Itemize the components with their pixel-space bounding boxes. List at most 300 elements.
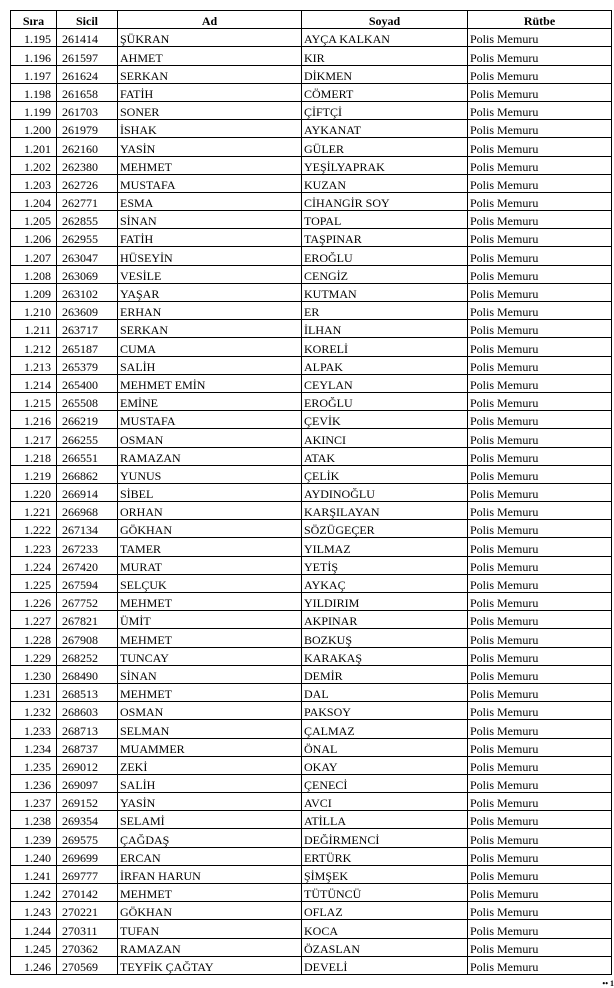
cell-sicil: 262160 <box>57 138 118 156</box>
table-row <box>11 647 612 665</box>
cell-sicil: 263609 <box>57 302 118 320</box>
cell-ad: GÖKHAN <box>118 902 302 920</box>
cell-sicil: 261979 <box>57 120 118 138</box>
cell-ad: SELÇUK <box>118 574 302 592</box>
cell-soyad: KUTMAN <box>302 283 468 301</box>
cell-ad: YUNUS <box>118 465 302 483</box>
cell-sicil: 262955 <box>57 229 118 247</box>
cell-sicil: 267233 <box>57 538 118 556</box>
cell-sira: 1.239 <box>11 829 57 847</box>
cell-soyad: KOCA <box>302 920 468 938</box>
cell-sira: 1.221 <box>11 502 57 520</box>
cell-sira: 1.212 <box>11 338 57 356</box>
table-row <box>11 520 612 538</box>
cell-soyad: AKPINAR <box>302 611 468 629</box>
cell-rutbe: Polis Memuru <box>468 884 612 902</box>
cell-soyad: ATAK <box>302 447 468 465</box>
cell-sicil: 265508 <box>57 392 118 410</box>
cell-soyad: CİHANGİR SOY <box>302 192 468 210</box>
header-rutbe: Rütbe <box>468 11 612 29</box>
cell-ad: YASİN <box>118 793 302 811</box>
cell-sicil: 262771 <box>57 192 118 210</box>
cell-sira: 1.227 <box>11 611 57 629</box>
table-row <box>11 902 612 920</box>
cell-soyad: SÖZÜGEÇER <box>302 520 468 538</box>
table-row <box>11 956 612 974</box>
cell-rutbe: Polis Memuru <box>468 702 612 720</box>
cell-sira: 1.243 <box>11 902 57 920</box>
cell-rutbe: Polis Memuru <box>468 65 612 83</box>
cell-sira: 1.241 <box>11 865 57 883</box>
cell-ad: ERHAN <box>118 302 302 320</box>
cell-sira: 1.210 <box>11 302 57 320</box>
cell-sira: 1.223 <box>11 538 57 556</box>
cell-rutbe: Polis Memuru <box>468 902 612 920</box>
cell-sicil: 270311 <box>57 920 118 938</box>
cell-rutbe: Polis Memuru <box>468 574 612 592</box>
cell-sicil: 267594 <box>57 574 118 592</box>
cell-sira: 1.202 <box>11 156 57 174</box>
cell-soyad: DEĞİRMENCİ <box>302 829 468 847</box>
cell-sira: 1.244 <box>11 920 57 938</box>
table-row <box>11 211 612 229</box>
table-row <box>11 411 612 429</box>
cell-ad: TEYFİK ÇAĞTAY <box>118 956 302 974</box>
cell-ad: OSMAN <box>118 429 302 447</box>
table-row <box>11 629 612 647</box>
cell-ad: ÜMİT <box>118 611 302 629</box>
cell-ad: ŞÜKRAN <box>118 29 302 47</box>
cell-soyad: AYÇA KALKAN <box>302 29 468 47</box>
cell-sira: 1.204 <box>11 192 57 210</box>
table-row <box>11 29 612 47</box>
cell-sira: 1.228 <box>11 629 57 647</box>
table-row <box>11 756 612 774</box>
cell-sicil: 268713 <box>57 720 118 738</box>
cell-rutbe: Polis Memuru <box>468 174 612 192</box>
table-row <box>11 502 612 520</box>
cell-rutbe: Polis Memuru <box>468 338 612 356</box>
cell-ad: SELAMİ <box>118 811 302 829</box>
cell-soyad: YETİŞ <box>302 556 468 574</box>
table-row <box>11 665 612 683</box>
cell-sira: 1.196 <box>11 47 57 65</box>
table-row <box>11 265 612 283</box>
cell-sicil: 268737 <box>57 738 118 756</box>
cell-rutbe: Polis Memuru <box>468 520 612 538</box>
cell-rutbe: Polis Memuru <box>468 811 612 829</box>
cell-sicil: 268603 <box>57 702 118 720</box>
table-row <box>11 356 612 374</box>
cell-sicil: 265379 <box>57 356 118 374</box>
cell-sira: 1.222 <box>11 520 57 538</box>
cell-sira: 1.216 <box>11 411 57 429</box>
cell-sira: 1.209 <box>11 283 57 301</box>
cell-soyad: EROĞLU <box>302 392 468 410</box>
cell-sicil: 267821 <box>57 611 118 629</box>
cell-sicil: 266914 <box>57 483 118 501</box>
cell-rutbe: Polis Memuru <box>468 83 612 101</box>
cell-rutbe: Polis Memuru <box>468 120 612 138</box>
cell-ad: SELMAN <box>118 720 302 738</box>
table-row <box>11 865 612 883</box>
cell-sira: 1.232 <box>11 702 57 720</box>
cell-sicil: 261703 <box>57 101 118 119</box>
cell-rutbe: Polis Memuru <box>468 629 612 647</box>
cell-sira: 1.211 <box>11 320 57 338</box>
cell-soyad: ER <box>302 302 468 320</box>
table-body <box>11 29 612 975</box>
cell-sira: 1.245 <box>11 938 57 956</box>
table-row <box>11 593 612 611</box>
cell-sicil: 269575 <box>57 829 118 847</box>
table-row <box>11 738 612 756</box>
cell-rutbe: Polis Memuru <box>468 29 612 47</box>
cell-rutbe: Polis Memuru <box>468 447 612 465</box>
cell-sicil: 266219 <box>57 411 118 429</box>
cell-soyad: DEVELİ <box>302 956 468 974</box>
cell-ad: FATİH <box>118 83 302 101</box>
cell-rutbe: Polis Memuru <box>468 247 612 265</box>
cell-rutbe: Polis Memuru <box>468 938 612 956</box>
cell-ad: OSMAN <box>118 702 302 720</box>
cell-soyad: AYKAÇ <box>302 574 468 592</box>
table-row <box>11 538 612 556</box>
cell-soyad: YILMAZ <box>302 538 468 556</box>
cell-rutbe: Polis Memuru <box>468 665 612 683</box>
cell-soyad: DEMİR <box>302 665 468 683</box>
table-row <box>11 120 612 138</box>
cell-sira: 1.201 <box>11 138 57 156</box>
cell-ad: MEHMET <box>118 683 302 701</box>
cell-sicil: 261597 <box>57 47 118 65</box>
cell-sira: 1.206 <box>11 229 57 247</box>
cell-ad: YASİN <box>118 138 302 156</box>
table-row <box>11 774 612 792</box>
cell-sicil: 267134 <box>57 520 118 538</box>
cell-rutbe: Polis Memuru <box>468 265 612 283</box>
cell-ad: İSHAK <box>118 120 302 138</box>
cell-sicil: 268490 <box>57 665 118 683</box>
cell-sira: 1.218 <box>11 447 57 465</box>
cell-sira: 1.203 <box>11 174 57 192</box>
cell-sira: 1.237 <box>11 793 57 811</box>
cell-ad: FATİH <box>118 229 302 247</box>
cell-sira: 1.208 <box>11 265 57 283</box>
table-row <box>11 702 612 720</box>
cell-sicil: 269012 <box>57 756 118 774</box>
cell-soyad: OKAY <box>302 756 468 774</box>
cell-sicil: 270142 <box>57 884 118 902</box>
cell-soyad: ATİLLA <box>302 811 468 829</box>
header-sira: Sıra <box>11 11 57 29</box>
table-row <box>11 884 612 902</box>
cell-soyad: EROĞLU <box>302 247 468 265</box>
cell-sira: 1.238 <box>11 811 57 829</box>
cell-rutbe: Polis Memuru <box>468 865 612 883</box>
cell-soyad: OFLAZ <box>302 902 468 920</box>
table-row <box>11 192 612 210</box>
cell-rutbe: Polis Memuru <box>468 302 612 320</box>
cell-soyad: KUZAN <box>302 174 468 192</box>
table-row <box>11 483 612 501</box>
cell-ad: MUAMMER <box>118 738 302 756</box>
cell-sicil: 263102 <box>57 283 118 301</box>
cell-soyad: AYKANAT <box>302 120 468 138</box>
cell-sicil: 261624 <box>57 65 118 83</box>
table-row <box>11 720 612 738</box>
cell-sicil: 261658 <box>57 83 118 101</box>
cell-sicil: 269699 <box>57 847 118 865</box>
cell-ad: MEHMET <box>118 593 302 611</box>
cell-soyad: ŞİMŞEK <box>302 865 468 883</box>
cell-rutbe: Polis Memuru <box>468 192 612 210</box>
cell-sira: 1.213 <box>11 356 57 374</box>
cell-soyad: DİKMEN <box>302 65 468 83</box>
cell-ad: MEHMET <box>118 156 302 174</box>
cell-soyad: KIR <box>302 47 468 65</box>
cell-soyad: TAŞPINAR <box>302 229 468 247</box>
cell-rutbe: Polis Memuru <box>468 720 612 738</box>
cell-ad: MUSTAFA <box>118 411 302 429</box>
cell-sira: 1.224 <box>11 556 57 574</box>
table-row <box>11 83 612 101</box>
cell-sicil: 263047 <box>57 247 118 265</box>
cell-rutbe: Polis Memuru <box>468 229 612 247</box>
cell-soyad: ÖNAL <box>302 738 468 756</box>
cell-rutbe: Polis Memuru <box>468 647 612 665</box>
cell-soyad: KORELİ <box>302 338 468 356</box>
cell-rutbe: Polis Memuru <box>468 683 612 701</box>
cell-rutbe: Polis Memuru <box>468 829 612 847</box>
cell-ad: TAMER <box>118 538 302 556</box>
cell-ad: RAMAZAN <box>118 447 302 465</box>
cell-rutbe: Polis Memuru <box>468 593 612 611</box>
cell-soyad: AVCI <box>302 793 468 811</box>
cell-sira: 1.233 <box>11 720 57 738</box>
cell-soyad: CENGİZ <box>302 265 468 283</box>
cell-soyad: YILDIRIM <box>302 593 468 611</box>
cell-sira: 1.205 <box>11 211 57 229</box>
cell-sira: 1.225 <box>11 574 57 592</box>
cell-sira: 1.199 <box>11 101 57 119</box>
cell-sicil: 267752 <box>57 593 118 611</box>
cell-rutbe: Polis Memuru <box>468 374 612 392</box>
cell-sicil: 263717 <box>57 320 118 338</box>
cell-ad: HÜSEYİN <box>118 247 302 265</box>
cell-rutbe: Polis Memuru <box>468 611 612 629</box>
page-number-mark: •• 1 <box>602 979 614 988</box>
cell-ad: SİNAN <box>118 665 302 683</box>
table-row <box>11 338 612 356</box>
table-row <box>11 793 612 811</box>
cell-rutbe: Polis Memuru <box>468 47 612 65</box>
table-row <box>11 465 612 483</box>
cell-soyad: PAKSOY <box>302 702 468 720</box>
table-row <box>11 320 612 338</box>
table-row <box>11 829 612 847</box>
cell-ad: SONER <box>118 101 302 119</box>
cell-ad: SALİH <box>118 356 302 374</box>
cell-rutbe: Polis Memuru <box>468 392 612 410</box>
table-row <box>11 429 612 447</box>
cell-soyad: ÇENECİ <box>302 774 468 792</box>
cell-rutbe: Polis Memuru <box>468 411 612 429</box>
cell-ad: MUSTAFA <box>118 174 302 192</box>
cell-ad: TUNCAY <box>118 647 302 665</box>
cell-sicil: 266968 <box>57 502 118 520</box>
table-row <box>11 574 612 592</box>
cell-soyad: AKINCI <box>302 429 468 447</box>
cell-soyad: ÖZASLAN <box>302 938 468 956</box>
cell-soyad: ALPAK <box>302 356 468 374</box>
cell-rutbe: Polis Memuru <box>468 211 612 229</box>
cell-sicil: 262855 <box>57 211 118 229</box>
cell-sicil: 269777 <box>57 865 118 883</box>
cell-sira: 1.214 <box>11 374 57 392</box>
cell-sicil: 267908 <box>57 629 118 647</box>
cell-sira: 1.200 <box>11 120 57 138</box>
cell-sira: 1.230 <box>11 665 57 683</box>
cell-ad: YAŞAR <box>118 283 302 301</box>
cell-rutbe: Polis Memuru <box>468 483 612 501</box>
cell-soyad: BOZKUŞ <box>302 629 468 647</box>
cell-sicil: 266862 <box>57 465 118 483</box>
table-row <box>11 138 612 156</box>
cell-sicil: 269354 <box>57 811 118 829</box>
cell-sicil: 265400 <box>57 374 118 392</box>
cell-rutbe: Polis Memuru <box>468 101 612 119</box>
cell-sira: 1.246 <box>11 956 57 974</box>
cell-sira: 1.198 <box>11 83 57 101</box>
cell-sicil: 263069 <box>57 265 118 283</box>
table-row <box>11 447 612 465</box>
cell-ad: ORHAN <box>118 502 302 520</box>
cell-sicil: 262726 <box>57 174 118 192</box>
cell-rutbe: Polis Memuru <box>468 556 612 574</box>
table-row <box>11 156 612 174</box>
cell-ad: CUMA <box>118 338 302 356</box>
cell-ad: SİNAN <box>118 211 302 229</box>
cell-ad: TUFAN <box>118 920 302 938</box>
cell-sicil: 269152 <box>57 793 118 811</box>
table-row <box>11 247 612 265</box>
cell-ad: SERKAN <box>118 320 302 338</box>
table-row <box>11 65 612 83</box>
cell-rutbe: Polis Memuru <box>468 502 612 520</box>
cell-ad: MEHMET <box>118 884 302 902</box>
cell-sira: 1.226 <box>11 593 57 611</box>
cell-ad: İRFAN HARUN <box>118 865 302 883</box>
table-row <box>11 683 612 701</box>
cell-ad: VESİLE <box>118 265 302 283</box>
cell-rutbe: Polis Memuru <box>468 738 612 756</box>
header-ad: Ad <box>118 11 302 29</box>
cell-soyad: YEŞİLYAPRAK <box>302 156 468 174</box>
table-row <box>11 47 612 65</box>
cell-rutbe: Polis Memuru <box>468 138 612 156</box>
cell-ad: SALİH <box>118 774 302 792</box>
cell-ad: ZEKİ <box>118 756 302 774</box>
header-soyad: Soyad <box>302 11 468 29</box>
cell-sira: 1.235 <box>11 756 57 774</box>
cell-ad: ESMA <box>118 192 302 210</box>
cell-sira: 1.242 <box>11 884 57 902</box>
cell-ad: MEHMET <box>118 629 302 647</box>
cell-sira: 1.220 <box>11 483 57 501</box>
table-row <box>11 302 612 320</box>
cell-soyad: GÜLER <box>302 138 468 156</box>
cell-ad: ERCAN <box>118 847 302 865</box>
cell-soyad: TOPAL <box>302 211 468 229</box>
cell-ad: SERKAN <box>118 65 302 83</box>
cell-sicil: 261414 <box>57 29 118 47</box>
cell-rutbe: Polis Memuru <box>468 920 612 938</box>
cell-rutbe: Polis Memuru <box>468 538 612 556</box>
cell-soyad: AYDINOĞLU <box>302 483 468 501</box>
personnel-table <box>10 10 612 975</box>
cell-soyad: ÇİFTÇİ <box>302 101 468 119</box>
table-row <box>11 101 612 119</box>
cell-soyad: KARŞILAYAN <box>302 502 468 520</box>
cell-ad: ÇAĞDAŞ <box>118 829 302 847</box>
cell-rutbe: Polis Memuru <box>468 465 612 483</box>
table-row <box>11 283 612 301</box>
cell-sicil: 270569 <box>57 956 118 974</box>
table-header-row <box>11 11 612 29</box>
cell-ad: EMİNE <box>118 392 302 410</box>
cell-rutbe: Polis Memuru <box>468 429 612 447</box>
cell-sira: 1.219 <box>11 465 57 483</box>
cell-soyad: KARAKAŞ <box>302 647 468 665</box>
table-row <box>11 611 612 629</box>
cell-ad: GÖKHAN <box>118 520 302 538</box>
cell-rutbe: Polis Memuru <box>468 956 612 974</box>
cell-sira: 1.217 <box>11 429 57 447</box>
cell-sicil: 265187 <box>57 338 118 356</box>
cell-ad: SİBEL <box>118 483 302 501</box>
cell-sira: 1.231 <box>11 683 57 701</box>
cell-sicil: 268252 <box>57 647 118 665</box>
cell-rutbe: Polis Memuru <box>468 847 612 865</box>
cell-ad: RAMAZAN <box>118 938 302 956</box>
cell-soyad: TÜTÜNCÜ <box>302 884 468 902</box>
cell-rutbe: Polis Memuru <box>468 756 612 774</box>
cell-sicil: 269097 <box>57 774 118 792</box>
cell-rutbe: Polis Memuru <box>468 156 612 174</box>
cell-rutbe: Polis Memuru <box>468 774 612 792</box>
cell-sira: 1.207 <box>11 247 57 265</box>
cell-sira: 1.240 <box>11 847 57 865</box>
cell-sira: 1.229 <box>11 647 57 665</box>
cell-rutbe: Polis Memuru <box>468 320 612 338</box>
table-row <box>11 920 612 938</box>
header-sicil: Sicil <box>57 11 118 29</box>
cell-soyad: ÇEVİK <box>302 411 468 429</box>
table-row <box>11 938 612 956</box>
cell-soyad: DAL <box>302 683 468 701</box>
cell-soyad: İLHAN <box>302 320 468 338</box>
cell-sira: 1.215 <box>11 392 57 410</box>
table-row <box>11 811 612 829</box>
cell-soyad: ÇELİK <box>302 465 468 483</box>
cell-sicil: 266551 <box>57 447 118 465</box>
cell-sicil: 267420 <box>57 556 118 574</box>
cell-sicil: 262380 <box>57 156 118 174</box>
cell-sicil: 270362 <box>57 938 118 956</box>
cell-soyad: CÖMERT <box>302 83 468 101</box>
cell-sira: 1.234 <box>11 738 57 756</box>
